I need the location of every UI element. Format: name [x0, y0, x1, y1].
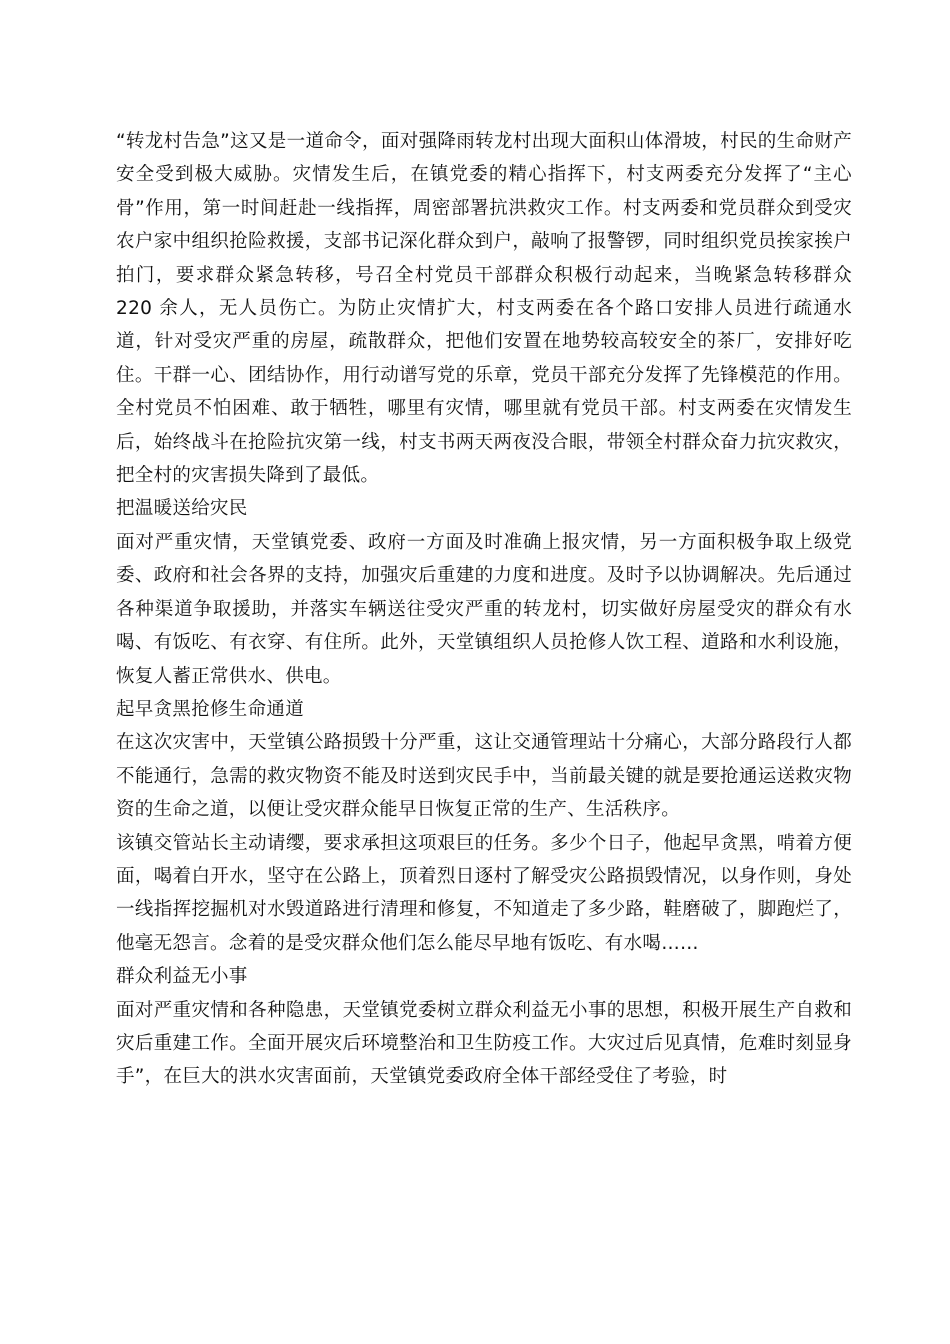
paragraph-1: “转龙村告急”这又是一道命令，面对强降雨转龙村出现大面积山体滑坡，村民的生命财产安全受到极大威胁。灾情发生后，在镇党委的精心指挥下，村支两委充分发挥了“主心骨”作用，第一时间赶赴一线指挥，周密部署抗洪救灾工作。村支两委和党员群众到受灾农户家中组织抢险救援，支部书记深化群众到户，敲响了报警锣，同时组织党员挨家挨户拍门，要求群众紧急转移，号召全村党员干部群众积极行动起来，当晚紧急转移群众 220 余人，无人员伤亡。为防止灾情扩大，村支两委在各个路口安排人员进行疏通水道，针对受灾严重的房屋，疏散群众，把他们安置在地势较高较安全的茶厂，安排好吃住。干群一心、团结协作，用行动谱写党的乐章，党员干部充分发挥了先锋模范的作用。全村党员不怕困难、敢于牺牲，哪里有灾情，哪里就有党员干部。村支两委在灾情发生后，始终战斗在抢险抗灾第一线，村支书两天两夜没合眼，带领全村群众奋力抗灾救灾，把全村的灾害损失降到了最低。 — [116, 131, 852, 487]
paragraph-4: 该镇交管站长主动请缨，要求承担这项艰巨的任务。多少个日子，他起早贪黑，啃着方便面，喝着白开水，坚守在公路上，顶着烈日逐村了解受灾公路损毁情况，以身作则，身处一线指挥挖掘机对水毁道路进行清理和修复，不知道走了多少路，鞋磨破了，脚跑烂了，他毫无怨言。念着的是受灾群众他们怎么能尽早地有饭吃、有水喝…… — [116, 832, 852, 954]
section-heading-3: 群众利益无小事 — [116, 966, 248, 988]
section-heading-2: 起早贪黑抢修生命通道 — [116, 698, 305, 720]
document-body — [116, 125, 852, 1094]
paragraph-3: 在这次灾害中，天堂镇公路损毁十分严重，这让交通管理站十分痛心，大部分路段行人都不能通行，急需的救灾物资不能及时送到灾民手中，当前最关键的就是要抢通运送救灾物资的生命之道，以便让受灾群众能早日恢复正常的生产、生活秩序。 — [116, 732, 852, 821]
paragraph-5: 面对严重灾情和各种隐患，天堂镇党委树立群众利益无小事的思想，积极开展生产自救和灾后重建工作。全面开展灾后环境整治和卫生防疫工作。大灾过后见真情，危难时刻显身手”，在巨大的洪水灾害面前，天堂镇党委政府全体干部经受住了考验，时 — [116, 999, 852, 1088]
paragraph-2: 面对严重灾情，天堂镇党委、政府一方面及时准确上报灾情，另一方面积极争取上级党委、政府和社会各界的支持，加强灾后重建的力度和进度。及时予以协调解决。先后通过各种渠道争取援助，并落实车辆送往受灾严重的转龙村，切实做好房屋受灾的群众有水喝、有饭吃、有衣穿、有住所。此外，天堂镇组织人员抢修人饮工程、道路和水利设施，恢复人蓄正常供水、供电。 — [116, 531, 852, 687]
section-heading-1: 把温暖送给灾民 — [116, 498, 248, 520]
